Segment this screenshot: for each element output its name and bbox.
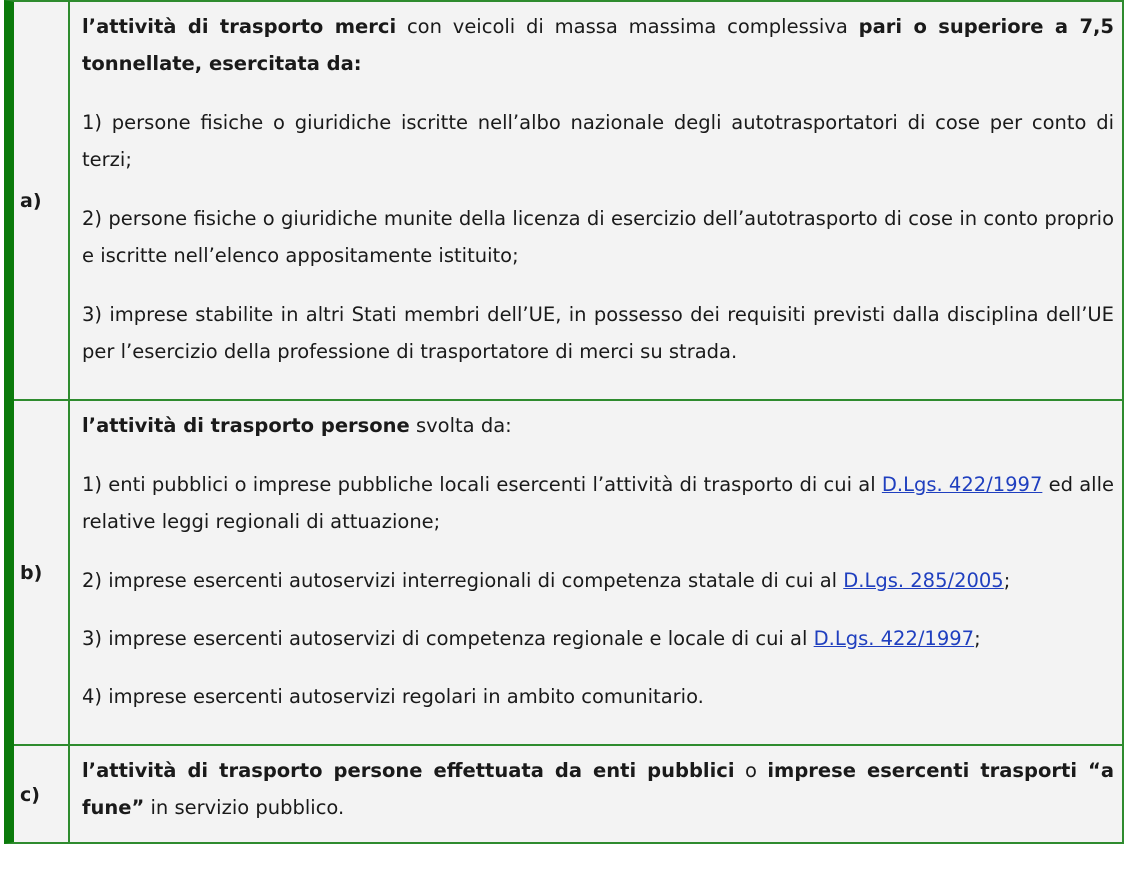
row-c-intro-text-2: in servizio pubblico. — [144, 796, 345, 819]
row-b-item-2 — [82, 562, 1114, 599]
law-link-dlgs-285-2005[interactable]: D.Lgs. 285/2005 — [843, 569, 1004, 592]
row-b-item-2-text: 2) imprese esercenti autoservizi interregionali di competenza statale di cui al — [82, 569, 844, 592]
row-a-intro-text: con veicoli di massa massima complessiva — [396, 15, 859, 38]
row-a-item-1: 1) persone fisiche o giuridiche iscritte nell’albo nazionale degli autotrasportatori di cose per conto di terzi; — [82, 111, 1114, 171]
row-label-c: c) — [14, 746, 70, 844]
row-b-item-1 — [82, 466, 1114, 540]
row-c-intro-bold-2: imprese esercenti trasporti “a fune” — [82, 759, 1114, 819]
row-b-item-4: 4) imprese esercenti autoservizi regolari in ambito comunitario. — [82, 685, 704, 708]
regulation-table — [4, 0, 1124, 844]
row-content-a — [72, 2, 1122, 399]
row-content-b — [72, 401, 1122, 744]
row-b-item-1-suffix: ed alle relative leggi regionali di attuazione; — [82, 473, 1115, 533]
law-link-dlgs-422-1997[interactable]: D.Lgs. 422/1997 — [881, 473, 1043, 496]
row-label-a: a) — [14, 2, 70, 399]
row-c-intro — [82, 752, 1114, 826]
row-b-item-2-suffix: ; — [1003, 569, 1011, 592]
row-c-intro-bold-1: l’attività di trasporto persone effettuata da enti pubblici — [82, 759, 735, 782]
row-content-c — [72, 746, 1122, 844]
row-a-item-2: 2) persone fisiche o giuridiche munite della licenza di esercizio dell’autotrasporto di cose in conto proprio e iscritte nell’elenco appositamente istituito; — [82, 207, 1114, 267]
row-a-intro — [82, 8, 1114, 82]
row-a-intro-bold-1: l’attività di trasporto merci — [82, 15, 397, 38]
row-label-b: b) — [14, 401, 70, 744]
row-c-intro-text-1: o — [734, 759, 768, 782]
row-a-intro-bold-2: pari o superiore a 7,5 tonnellate, esercitata da: — [82, 15, 1114, 75]
row-b-intro — [82, 407, 1114, 444]
row-b-intro-bold: l’attività di trasporto persone — [82, 414, 410, 437]
row-b-item-3-suffix: ; — [974, 627, 981, 650]
row-b-item-3-text: 3) imprese esercenti autoservizi di competenza regionale e locale di cui al — [82, 627, 814, 650]
law-link-dlgs-422-1997-2[interactable]: D.Lgs. 422/1997 — [813, 627, 975, 650]
table-row-b — [14, 399, 1122, 744]
table-row-a — [14, 2, 1122, 399]
row-b-item-3 — [82, 620, 1114, 657]
row-b-item-1-text: 1) enti pubblici o imprese pubbliche locali esercenti l’attività di trasporto di cui al — [82, 473, 882, 496]
table-row-c — [14, 744, 1122, 844]
row-b-intro-text: svolta da: — [409, 414, 512, 437]
row-a-item-3: 3) imprese stabilite in altri Stati membri dell’UE, in possesso dei requisiti previsti dalla disciplina dell’UE per l’esercizio della professione di trasportatore di merci su strada. — [82, 303, 1114, 363]
